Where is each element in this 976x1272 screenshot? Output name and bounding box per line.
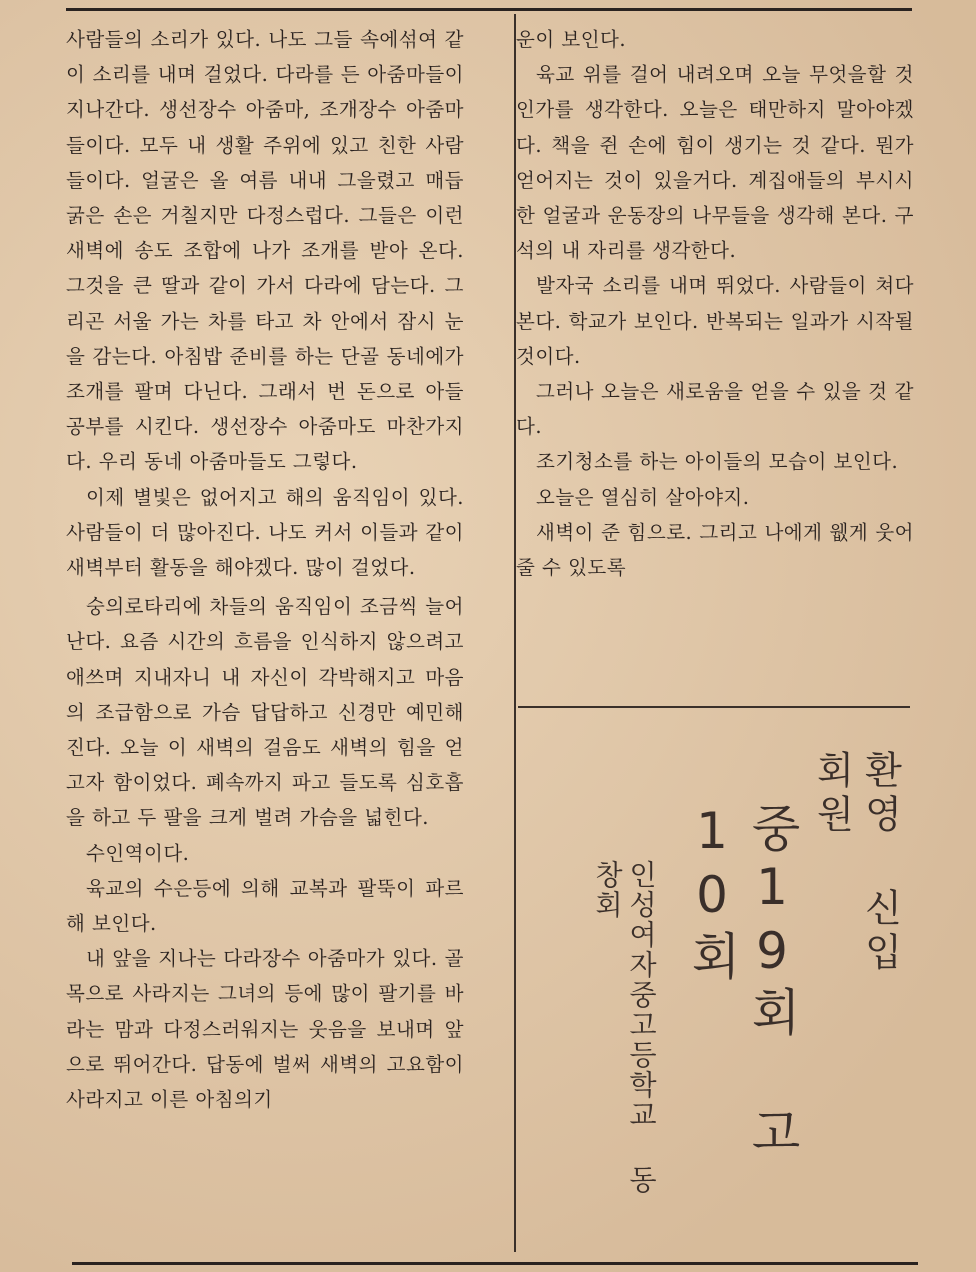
ad-organization-text: 인성여자중고등학교 동창회 — [591, 860, 658, 1195]
paragraph: 숭의로타리에 차들의 움직임이 조금씩 늘어난다. 요즘 시간의 흐름을 인식하지 않으려고 애쓰며 지내자니 내 자신이 각박해지고 마음의 조급함으로 가슴 답답하고 신경만 예민해진다. 오늘 이 새벽의 걸음도 새벽의 힘을 얻고자 함이었다. 폐속까지 파고 들도록 심호흡을 하고 두 팔을 크게 벌려 가슴을 넓힌다. — [66, 595, 464, 830]
paragraph: 새벽이 준 힘으로. 그리고 나에게 웺게 웃어 줄 수 있도록 — [516, 520, 914, 580]
paragraph: 육교의 수은등에 의해 교복과 팔뚝이 파르해 보인다. — [66, 876, 464, 936]
advertisement-rule — [518, 706, 910, 708]
bottom-rule — [72, 1262, 918, 1265]
paragraph: 오늘은 열심히 살아야지. — [536, 485, 750, 509]
paragraph: 수인역이다. — [86, 841, 190, 865]
paragraph: 발자국 소리를 내며 뛰었다. 사람들이 쳐다본다. 학교가 보인다. 반복되는 일과가 시작될 것이다. — [516, 274, 914, 368]
left-column — [66, 22, 464, 1117]
ad-class-text: 중19회 고10회 — [683, 802, 801, 1162]
paragraph: 이제 별빛은 없어지고 해의 움직임이 있다. 사람들이 더 많아진다. 나도 커서 이들과 같이 새벽부터 활동을 해야겠다. 많이 걸었다. — [66, 485, 464, 580]
paragraph: 운이 보인다. — [516, 28, 627, 51]
paragraph: 사람들의 소리가 있다. 나도 그들 속에섞여 같이 소리를 내며 걸었다. 다라를 든 아줌마들이 지나간다. 생선장수 아줌마, 조개장수 아줌마들이다. 모두 내 생활 주위에 있고 친한 사람들이다. 얼굴은 올 여름 내내 그을렸고 매듭 굵은 손은 거칠지만 다정스럽다. 그들은 이런 새벽에 송도 조합에 나가 조개를 받아 온다. 그것을 큰 딸과 같이 가서 다라에 담는다. 그리곤 서울 가는 차를 타고 차 안에서 잠시 눈을 감는다. 아침밥 준비를 하는 단골 동네에가 조개를 팔며 다닌다. 그래서 번 돈으로 아들 공부를 시킨다. 생선장수 아줌마도 마찬가지다. 우리 동네 아줌마들도 그렇다. — [66, 28, 464, 474]
top-rule — [66, 8, 912, 11]
paragraph: 조기청소를 하는 아이들의 모습이 보인다. — [536, 450, 899, 474]
paragraph: 그러나 오늘은 새로움을 얻을 수 있을 것 같다. — [516, 380, 914, 439]
paragraph: 육교 위를 걸어 내려오며 오늘 무엇을할 것인가를 생각한다. 오늘은 태만하지 말아야겠다. 책을 쥔 손에 힘이 생기는 것 같다. 뭔가 얻어지는 것이 있을거다. 계집애들의 부시시한 얼굴과 운동장의 나무들을 생각해 본다. 구석의 내 자리를 생각한다. — [516, 63, 914, 263]
ad-welcome-text: 환영 신입회원 — [810, 750, 902, 976]
right-column — [516, 22, 914, 585]
paragraph: 내 앞을 지나는 다라장수 아줌마가 있다. 골목으로 사라지는 그녀의 등에 많이 팔기를 바라는 맘과 다정스러워지는 웃음을 보내며 앞으로 뛰어간다. 답동에 벌써 새벽의 고요함이 사라지고 이른 아침의기 — [66, 947, 464, 1112]
